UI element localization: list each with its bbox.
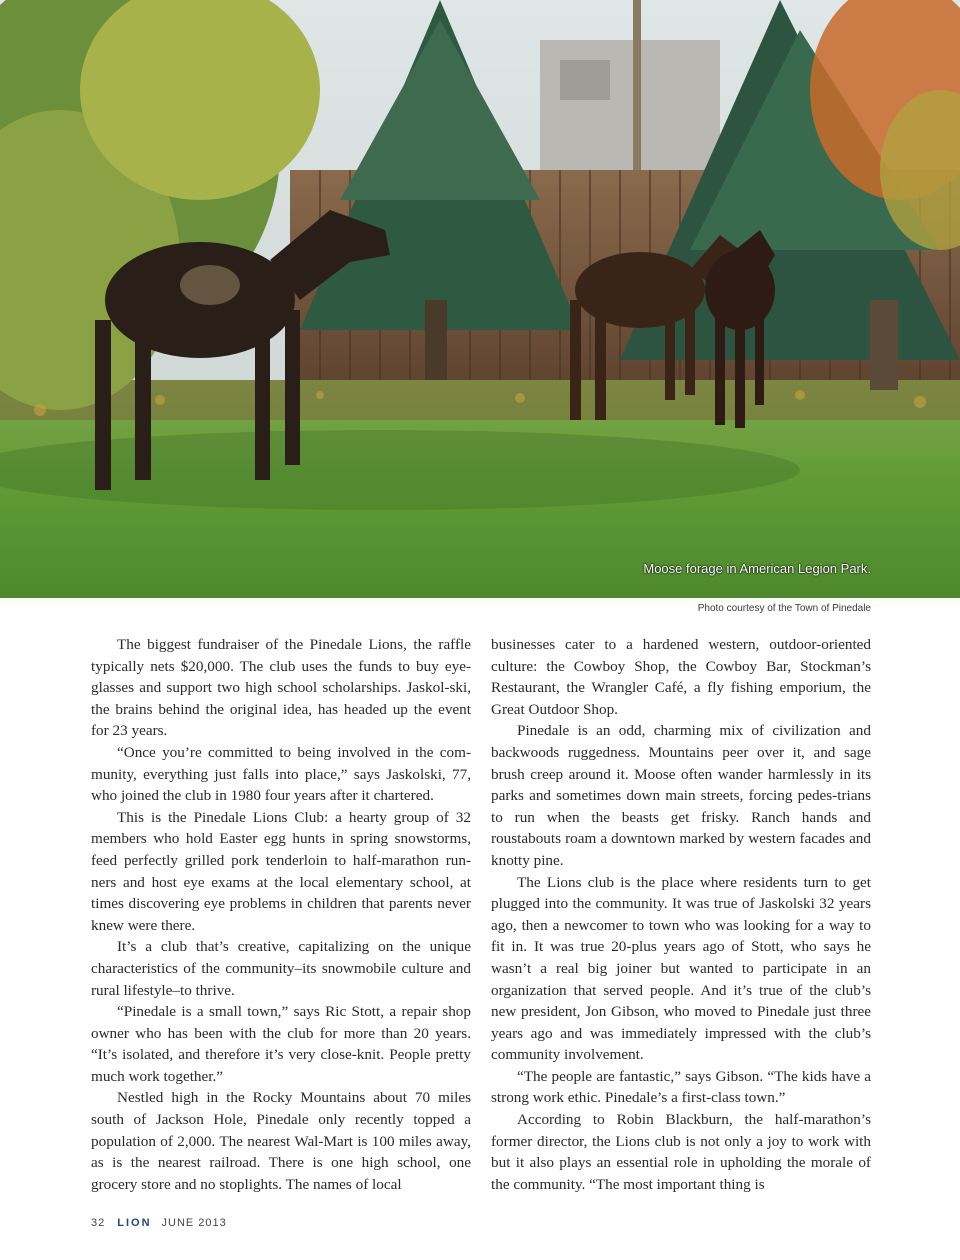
article-paragraph: businesses cater to a hardened western, outdoor-oriented culture: the Cowboy Shop, the Cowboy Bar, Stockman’s Restaurant, the Wrangler Café, a fly fishing emporium, the Great Outdoor Shop. xyxy=(491,636,871,718)
magazine-name: LION xyxy=(117,1217,152,1229)
moose-photo-illustration xyxy=(0,0,960,598)
page-number: 32 xyxy=(91,1217,106,1229)
article-paragraph: According to Robin Blackburn, the half-marathon’s former director, the Lions club is not only a joy to work with but it also plays an essential role in upholding the morale of the community. “The most important thing is xyxy=(491,1111,871,1193)
article-paragraph: Nestled high in the Rocky Mountains about 70 miles south of Jackson Hole, Pinedale only recently topped a population of 2,000. The nearest Wal-Mart is 100 miles away, as is the nearest railroad. There is one high school, one grocery store and no stoplights. The names of local xyxy=(91,1089,471,1193)
article-column-right xyxy=(491,634,871,1195)
issue-date: JUNE 2013 xyxy=(161,1217,227,1229)
article-paragraph: The biggest fundraiser of the Pinedale Lions, the raffle typically nets $20,000. The club uses the funds to buy eye-glasses and support two high school scholarships. Jaskol-ski, the brains behind the original idea, has headed up the event for 23 years. xyxy=(91,636,471,740)
article-paragraph: It’s a club that’s creative, capitalizing on the unique characteristics of the community–its snowmobile culture and rural lifestyle–to thrive. xyxy=(91,938,471,999)
photo-caption: Moose forage in American Legion Park. xyxy=(643,561,871,576)
article-column-left xyxy=(91,634,471,1195)
page-footer xyxy=(91,1217,227,1229)
article-paragraph: Pinedale is an odd, charming mix of civilization and backwoods ruggedness. Mountains peer over it, and sage brush creep around it. Moose often wander harmlessly in its parks and sometimes down main streets, forcing pedes-trians to run when the beasts get frisky. Ranch hands and roustabouts roam a downtown marked by western facades and knotty pine. xyxy=(491,722,871,869)
photo-credit: Photo courtesy of the Town of Pinedale xyxy=(697,603,871,614)
moose-photo xyxy=(0,0,960,598)
article-paragraph: “Pinedale is a small town,” says Ric Stott, a repair shop owner who has been with the club for more than 20 years. “It’s isolated, and therefore it’s very close-knit. People pretty much work together.” xyxy=(91,1003,471,1085)
article-paragraph: “The people are fantastic,” says Gibson. “The kids have a strong work ethic. Pinedale’s a first-class town.” xyxy=(491,1067,871,1107)
article-paragraph: “Once you’re committed to being involved in the com-munity, everything just falls into place,” says Jaskolski, 77, who joined the club in 1980 four years after it chartered. xyxy=(91,743,471,805)
article-paragraph: The Lions club is the place where residents turn to get plugged into the community. It was true of Jaskolski 32 years ago, then a newcomer to town who was looking for a way to fit in. It was true 20-plus years ago of Stott, who says he wasn’t a real big joiner but wanted to participate in an organization that served people. And it’s true of the club’s new president, Jon Gibson, who moved to Pinedale just three years ago and was immediately impressed with the club’s community involvement. xyxy=(491,873,871,1064)
article-paragraph: This is the Pinedale Lions Club: a hearty group of 32 members who hold Easter egg hunts in spring snowstorms, feed perfectly grilled pork tenderloin to half-marathon run-ners and host eye exams at the local elementary school, at times discovering eye problems in children that parents never knew were there. xyxy=(91,808,471,934)
